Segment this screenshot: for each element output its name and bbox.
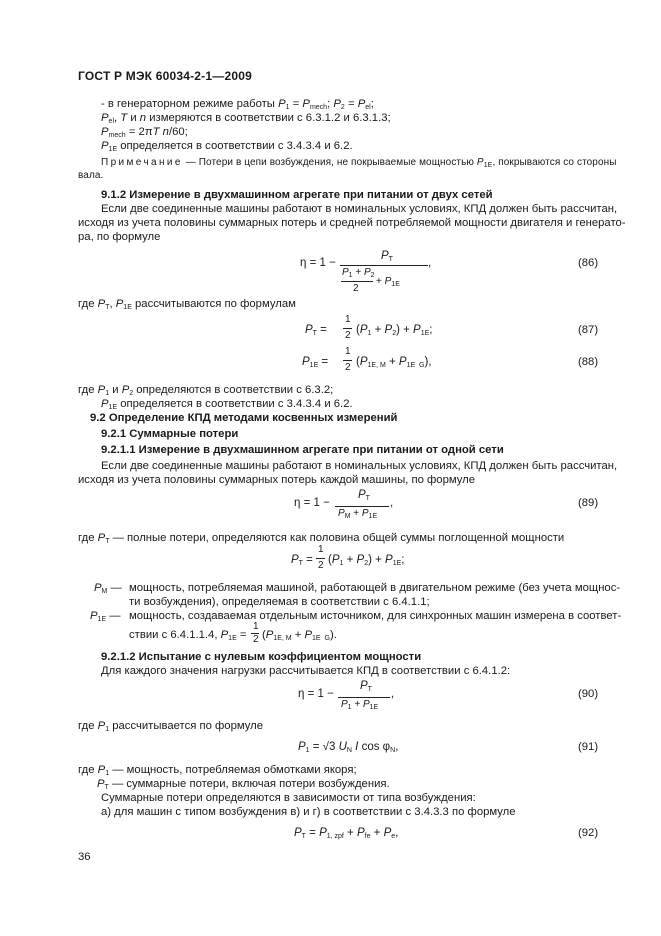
page-header: ГОСТ Р МЭК 60034-2-1—2009 — [78, 69, 252, 83]
text-line: $P_{1E}$ определяется в соответствии с 3.4.3.4 и 6.2. — [101, 398, 353, 411]
note: Примечание — Потери в цепи возбуждения, не покрываемые мощностью $P_{1E}$, покрываются со стороны — [101, 157, 617, 169]
paragraph-line: Суммарные потери определяются в зависимости от типа возбуждения: — [101, 792, 476, 804]
definition-line: мощность, потребляемая машиной, работающей в двигательном режиме (без учета мощнос- — [129, 582, 621, 594]
definition: где $P_T$ — полные потери, определяются как половина общей суммы поглощенной мощности — [78, 532, 565, 545]
section-heading: 9.2.1 Суммарные потери — [101, 428, 239, 440]
definition-term: $P_{1E}$ — — [90, 610, 121, 623]
definition-line: мощность, создаваемая отдельным источником, для синхронных машин измерена в соответ- — [129, 610, 622, 622]
paragraph-line: ра, по формуле — [78, 231, 161, 243]
text-line: где $P_1$ рассчитывается по формуле — [78, 720, 264, 733]
text-line: $P_{mech} = 2\pi T$ n/60; — [101, 126, 188, 139]
text-line: $P_{1E}$ определяется в соответствии с 3.4.3.4 и 6.2. — [101, 140, 353, 153]
paragraph-line: Если две соединенные машины работают в номинальных условиях, КПД должен быть рассчитан, — [101, 460, 618, 472]
paragraph-line: Если две соединенные машины работают в номинальных условиях, КПД должен быть рассчитан, — [101, 203, 618, 215]
text-line: - в генераторном режиме работы $P_1 = P_{mech}$; $P_2 = P_{el}$; — [101, 98, 374, 111]
definition: где $P_1$ — мощность, потребляемая обмотками якоря; — [78, 764, 357, 777]
note-cont: вала. — [78, 170, 104, 181]
section-heading: 9.2.1.1 Измерение в двухмашинном агрегате при питании от одной сети — [101, 444, 504, 456]
paragraph-line: Для каждого значения нагрузки рассчитывается КПД в соответствии с 6.4.1.2: — [101, 665, 511, 677]
paragraph-line: исходя из учета половины суммарных потерь и средней потребляемой мощности двигателя и генерато- — [78, 217, 626, 229]
section-heading: 9.2.1.2 Испытание с нулевым коэффициентом мощности — [101, 651, 422, 663]
section-heading: 9.2 Определение КПД методами косвенных измерений — [90, 412, 398, 424]
definition-line: ти возбуждения), определяемая в соответствии с 6.4.1.1; — [129, 596, 430, 608]
text-line: где $P_T$, $P_{1E}$ рассчитываются по формулам — [78, 298, 296, 311]
definition: $P_T$ — суммарные потери, включая потери возбуждения. — [97, 778, 390, 791]
section-heading: 9.1.2 Измерение в двухмашинном агрегате при питании от двух сетей — [101, 189, 493, 201]
paragraph-line: а) для машин с типом возбуждения в) и г) в соответствии с 3.4.3.3 по формуле — [101, 806, 516, 818]
definition-term: $P_M$ — — [94, 582, 122, 595]
text-line: где $P_1$ и $P_2$ определяются в соответствии с 6.3.2; — [78, 384, 334, 397]
page-number: 36 — [78, 851, 91, 863]
text-line: $P_{el}$, T и n измеряются в соответствии с 6.3.1.2 и 6.3.1.3; — [101, 112, 391, 125]
paragraph-line: исходя из учета половины суммарных потерь каждой машины, по формуле — [78, 474, 476, 486]
